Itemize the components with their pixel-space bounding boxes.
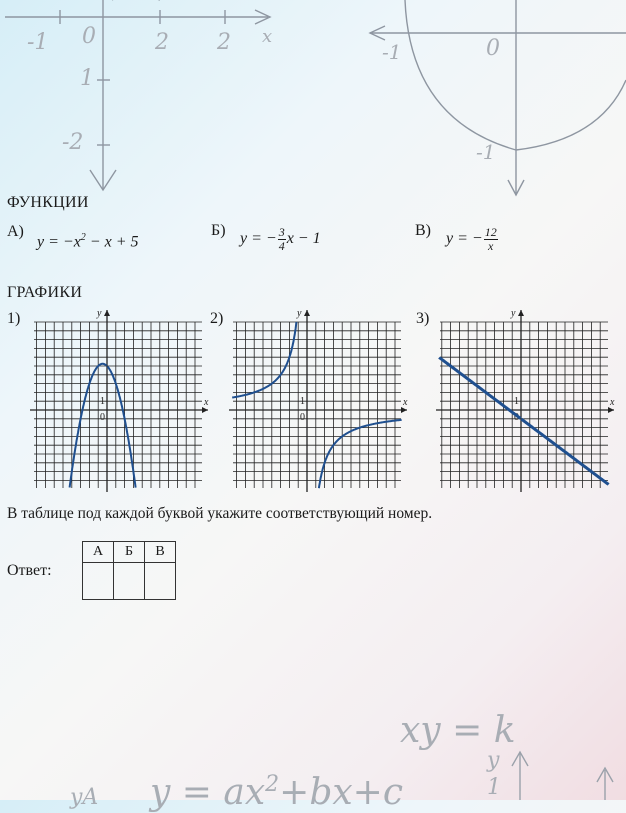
function-c-prefix: y = −: [446, 230, 483, 248]
x-axis-label: x: [403, 397, 408, 408]
unit-label: 1: [100, 396, 105, 408]
function-letter-b: Б): [211, 222, 226, 239]
bg-formula-quadratic-suffix: +bx+c: [279, 772, 403, 813]
answer-header-c: В: [145, 542, 176, 563]
unit-label: 1: [300, 396, 305, 408]
function-a-suffix: − x + 5: [85, 233, 139, 251]
functions-heading: ФУНКЦИИ: [7, 194, 89, 211]
function-c-denominator: x: [488, 239, 494, 253]
bg-tick: 1: [80, 66, 94, 91]
bg-tick: 2: [217, 30, 231, 55]
bg-formula-quadratic: [150, 772, 403, 813]
graph-curve: [232, 322, 296, 398]
answer-cell-a[interactable]: [83, 563, 114, 600]
function-b-suffix: x − 1: [286, 230, 321, 248]
bg-formula-quadratic-prefix: y = ax: [150, 772, 266, 813]
bg-y-label: y: [487, 748, 500, 773]
y-axis-arrow: [304, 310, 310, 316]
bg-ya-label: yA: [70, 785, 99, 810]
graph-label-3: 3): [416, 310, 430, 327]
graph-curve: [107, 367, 135, 488]
y-axis-label: y: [97, 308, 102, 319]
origin-label: 0: [100, 412, 105, 423]
bg-tick: 0: [486, 36, 500, 61]
answer-header-b: Б: [114, 542, 145, 563]
x-axis-label: x: [610, 397, 615, 408]
bg-tick: x: [262, 26, 273, 47]
y-axis-arrow: [104, 310, 110, 316]
function-b-prefix: y = −: [240, 230, 277, 248]
graph-label-1: 1): [7, 310, 21, 327]
answer-header-a: А: [83, 542, 114, 563]
y-axis-arrow: [518, 310, 524, 316]
function-a-prefix: y = −x: [37, 233, 81, 251]
graph-label-2: 2): [210, 310, 224, 327]
y-axis-label: y: [297, 308, 302, 319]
bg-one-label: 1: [487, 775, 501, 800]
bg-tick: -2: [62, 130, 84, 155]
function-a-exponent: 2: [80, 232, 86, 243]
answer-table: [82, 541, 176, 600]
answer-cell-c[interactable]: [145, 563, 176, 600]
answer-label: Ответ:: [7, 562, 52, 579]
origin-label: 0: [514, 412, 519, 423]
function-b-denominator: 4: [278, 239, 285, 253]
instruction-text: В таблице под каждой буквой укажите соответствующий номер.: [7, 505, 433, 522]
unit-label: 1: [514, 396, 519, 408]
bg-tick: 0: [82, 24, 96, 49]
graph-curve: [70, 364, 107, 488]
bg-tick: -1: [476, 140, 496, 164]
answer-cell-b[interactable]: [114, 563, 145, 600]
function-c-numerator: 12: [484, 225, 497, 239]
graphs-heading: ГРАФИКИ: [7, 284, 83, 301]
y-axis-label: y: [511, 308, 516, 319]
function-letter-c: В): [415, 222, 431, 239]
function-letter-a: А): [7, 223, 24, 240]
function-b-numerator: 3: [278, 225, 285, 239]
bg-formula-xy: xy = k: [400, 710, 516, 751]
bg-tick: -1: [27, 30, 49, 55]
bg-formula-quadratic-exponent: 2: [265, 772, 280, 797]
x-axis-label: x: [204, 397, 209, 408]
origin-label: 0: [300, 412, 305, 423]
graph-curve: [439, 357, 520, 418]
bg-tick: 2: [155, 30, 169, 55]
bg-tick: -1: [382, 40, 402, 64]
